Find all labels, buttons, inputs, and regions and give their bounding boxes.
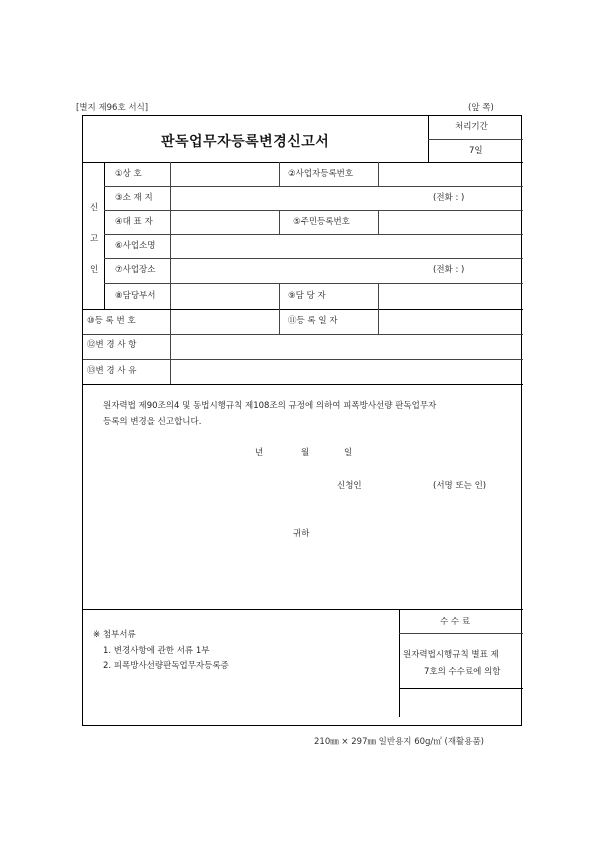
registration-number-label: ⑩등 록 번 호 xyxy=(87,316,136,326)
attachment-item-1: 1. 변경사항에 관한 서류 1부 xyxy=(103,646,210,656)
sign-or-seal-label: (서명 또는 인) xyxy=(433,481,487,491)
business-number-label: ②사업자등록번호 xyxy=(288,169,354,179)
fee-line-2: 7호의 수수료에 의함 xyxy=(424,667,501,677)
processing-period-label: 처리기간 xyxy=(455,122,488,132)
addressee-label: 귀하 xyxy=(293,529,310,539)
site-phone-label: (전화 : ) xyxy=(433,265,465,275)
applicant-group-char-2: 고 xyxy=(90,234,99,244)
processing-period-value: 7일 xyxy=(469,146,483,156)
department-label: ⑧담당부서 xyxy=(115,291,156,301)
form-title: 판독업무자등록변경신고서 xyxy=(161,134,330,150)
address-phone-label: (전화 : ) xyxy=(433,193,465,203)
attachment-item-2: 2. 피폭방사선량판독업무자등록증 xyxy=(103,661,229,671)
applicant-group-char-3: 인 xyxy=(90,265,99,275)
date-day: 일 xyxy=(344,448,353,458)
office-name-label: ⑥사업소명 xyxy=(115,241,156,251)
form-frame xyxy=(82,115,522,726)
statement-line-2: 등록의 변경을 신고합니다. xyxy=(103,417,202,427)
applicant-group-char-1: 신 xyxy=(90,203,99,213)
date-year: 년 xyxy=(255,448,264,458)
change-items-label: ⑫변 경 사 항 xyxy=(87,340,137,350)
paper-spec-footer: 210㎜ × 297㎜ 일반용지 60g/㎡ (재활용품) xyxy=(314,737,484,747)
applicant-signature-label: 신청인 xyxy=(337,481,362,491)
representative-label: ④대 표 자 xyxy=(115,217,153,227)
registration-date-label: ⑪등 록 일 자 xyxy=(288,316,338,326)
change-reason-label: ⑬변 경 사 유 xyxy=(87,366,137,376)
fee-line-1: 원자력법시행규칙 별표 제 xyxy=(403,650,499,660)
page-side: (앞 쪽) xyxy=(468,103,494,113)
statement-line-1: 원자력법 제90조의4 및 동법시행규칙 제108조의 규정에 의하여 피폭방사선량 판독업무자 xyxy=(103,401,437,411)
attachments-title: ※ 첨부서류 xyxy=(93,630,136,640)
company-name-label: ①상 호 xyxy=(115,169,142,179)
date-month: 월 xyxy=(301,448,310,458)
business-site-label: ⑦사업장소 xyxy=(115,265,156,275)
person-in-charge-label: ⑨담 당 자 xyxy=(288,291,326,301)
address-label: ③소 재 지 xyxy=(115,193,153,203)
form-number: [별지 제96호 서식] xyxy=(76,103,149,113)
fee-title: 수 수 료 xyxy=(440,617,471,627)
resident-number-label: ⑤주민등록번호 xyxy=(293,217,350,227)
